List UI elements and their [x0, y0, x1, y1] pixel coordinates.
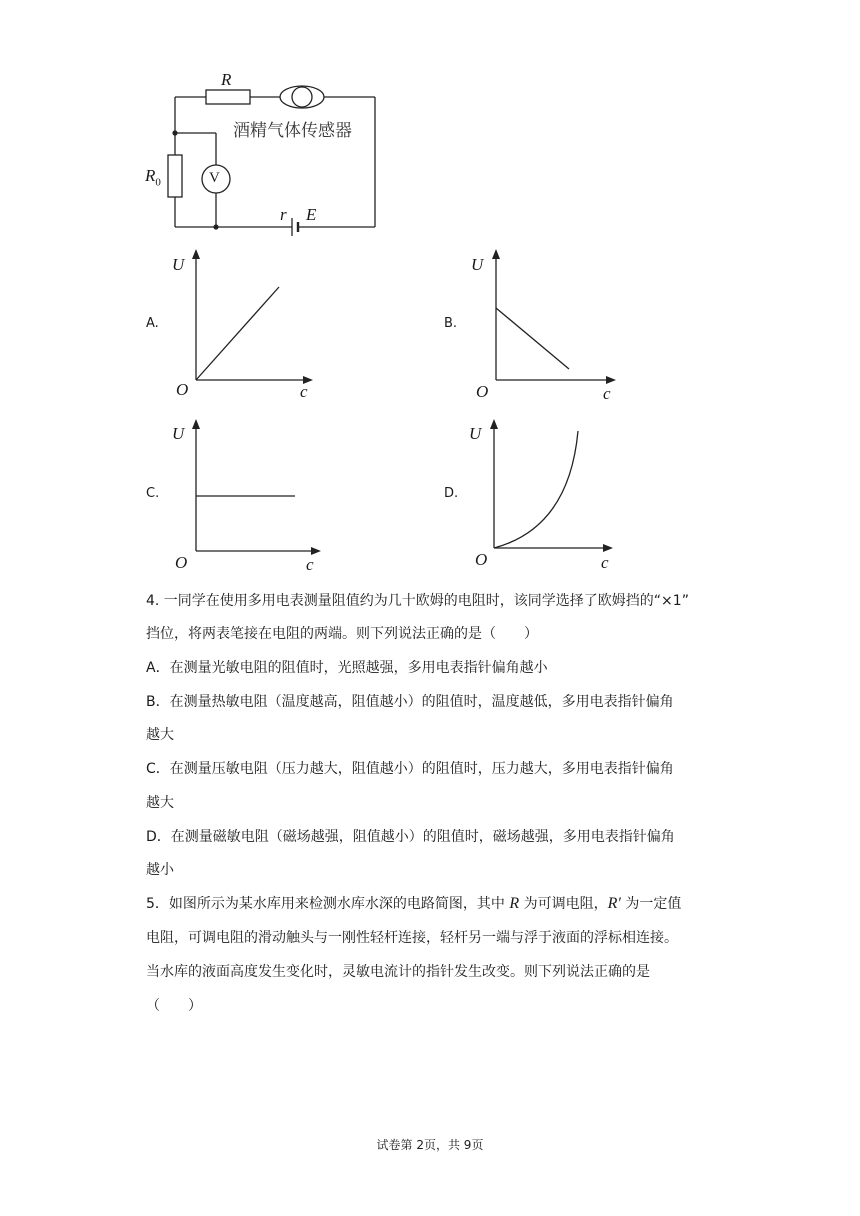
alcohol-sensor	[280, 86, 324, 108]
q5-line3: 当水库的液面高度发生变化时，灵敏电流计的指针发生改变。则下列说法正确的是	[146, 964, 650, 980]
label-V: V	[209, 170, 220, 186]
q4-option-C-line2: 越大	[146, 795, 174, 811]
graph-D-x-label: c	[601, 553, 609, 572]
graph-D	[465, 415, 625, 575]
graph-A-origin: O	[176, 380, 189, 399]
resistor-R0	[168, 155, 182, 197]
label-R0: $R_0$	[145, 166, 161, 189]
graph-D-origin: O	[475, 550, 488, 569]
graph-B-x-label: c	[603, 384, 611, 403]
q5-line4: （ ）	[146, 998, 202, 1014]
q5-line2: 电阻，可调电阻的滑动触头与一刚性轻杆连接，轻杆另一端与浮于液面的浮标相连接。	[146, 930, 678, 946]
label-R: R	[221, 70, 232, 89]
q4-option-C-line1: C．在测量压敏电阻（压力越大，阻值越小）的阻值时，压力越大，多用电表指针偏角	[146, 761, 674, 777]
page-footer: 试卷第 2页，共 9页	[376, 1138, 484, 1152]
graph-C-y-label: U	[172, 424, 185, 443]
graph-C-origin: O	[175, 553, 188, 572]
graph-A	[165, 245, 325, 405]
q4-option-D-line2: 越小	[146, 862, 174, 878]
graph-B-y-label: U	[471, 255, 484, 274]
graph-D-curve	[494, 431, 578, 548]
q5-line1: 5．如图所示为某水库用来检测水库水深的电路简图，其中 R 为可调电阻，R′ 为一定值	[146, 895, 682, 912]
q4-option-A: A．在测量光敏电阻的阻值时，光照越强，多用电表指针偏角越小	[146, 660, 548, 676]
graph-C-x-label: c	[306, 555, 314, 574]
graph-A-x-label: c	[300, 382, 308, 401]
option-A-label: A.	[146, 316, 159, 331]
graph-A-curve	[196, 287, 279, 380]
q4-option-B-line2: 越大	[146, 727, 174, 743]
graph-A-y-label: U	[172, 255, 185, 274]
label-sensor: 酒精气体传感器	[233, 121, 352, 141]
option-B-label: B.	[444, 316, 458, 331]
q4-line2: 挡位，将两表笔接在电阻的两端。则下列说法正确的是（ ）	[146, 626, 538, 642]
circuit-diagram	[130, 60, 390, 240]
q4-line1: 4. 一同学在使用多用电表测量阻值约为几十欧姆的电阻时，该同学选择了欧姆挡的“×1”	[146, 593, 689, 609]
q4-option-B-line1: B．在测量热敏电阻（温度越高，阻值越小）的阻值时，温度越低，多用电表指针偏角	[146, 694, 674, 710]
graph-B-curve	[496, 308, 569, 369]
graph-B	[465, 245, 625, 405]
resistor-R	[206, 90, 250, 104]
graph-C	[165, 415, 325, 575]
graph-D-y-label: U	[469, 424, 482, 443]
graph-B-origin: O	[476, 382, 489, 401]
q4-option-D-line1: D．在测量磁敏电阻（磁场越强，阻值越小）的阻值时，磁场越强，多用电表指针偏角	[146, 829, 675, 845]
option-D-label: D.	[444, 486, 459, 501]
option-C-label: C.	[146, 486, 160, 501]
battery	[292, 218, 298, 236]
label-r: r	[280, 205, 287, 224]
label-E: E	[306, 205, 317, 224]
